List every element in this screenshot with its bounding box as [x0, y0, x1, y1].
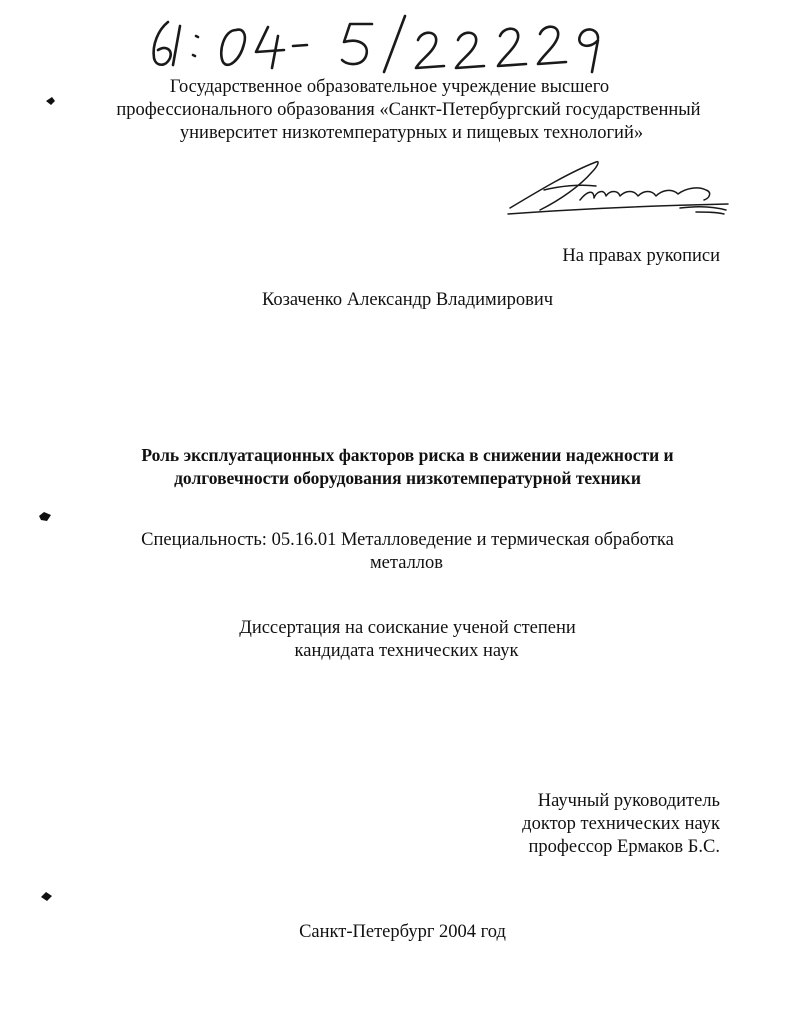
manuscript-rights-note: На правах рукописи [562, 246, 720, 266]
scan-mark-dot [44, 95, 58, 107]
supervisor-name: профессор Ермаков Б.С. [528, 837, 720, 857]
institution-name [0, 76, 791, 145]
specialty [0, 529, 791, 575]
handwritten-signature [500, 150, 740, 230]
place-and-year-text: Санкт-Петербург 2004 год [299, 922, 506, 942]
supervisor-role: Научный руководитель [537, 791, 720, 811]
institution-line-1: Государственное образовательное учреждение высшего [169, 77, 610, 97]
degree-line-2: кандидата технических наук [294, 641, 519, 661]
specialty-line-2: металлов [369, 553, 444, 573]
dissertation-title [0, 444, 791, 490]
scientific-supervisor [522, 790, 720, 859]
title-line-2: долговечности оборудования низкотемпературной техники [174, 468, 641, 488]
degree-line-1: Диссертация на соискание ученой степени [239, 618, 576, 638]
author-name-text: Козаченко Александр Владимирович [261, 290, 554, 310]
institution-line-3: университет низкотемпературных и пищевых технологий» [179, 123, 644, 143]
title-line-1: Роль эксплуатационных факторов риска в снижении надежности и [141, 445, 674, 465]
degree-statement [0, 617, 791, 663]
handwritten-archive-code [0, 0, 791, 80]
supervisor-degree: доктор технических наук [522, 814, 720, 834]
institution-line-2: профессионального образования «Санкт-Петербургский государственный [116, 100, 701, 120]
place-and-year [0, 922, 791, 943]
author-name [0, 290, 791, 311]
scan-mark-dot [40, 890, 54, 902]
scan-mark-dot [38, 510, 52, 522]
specialty-line-1: Специальность: 05.16.01 Металловедение и термическая обработка [141, 530, 674, 550]
